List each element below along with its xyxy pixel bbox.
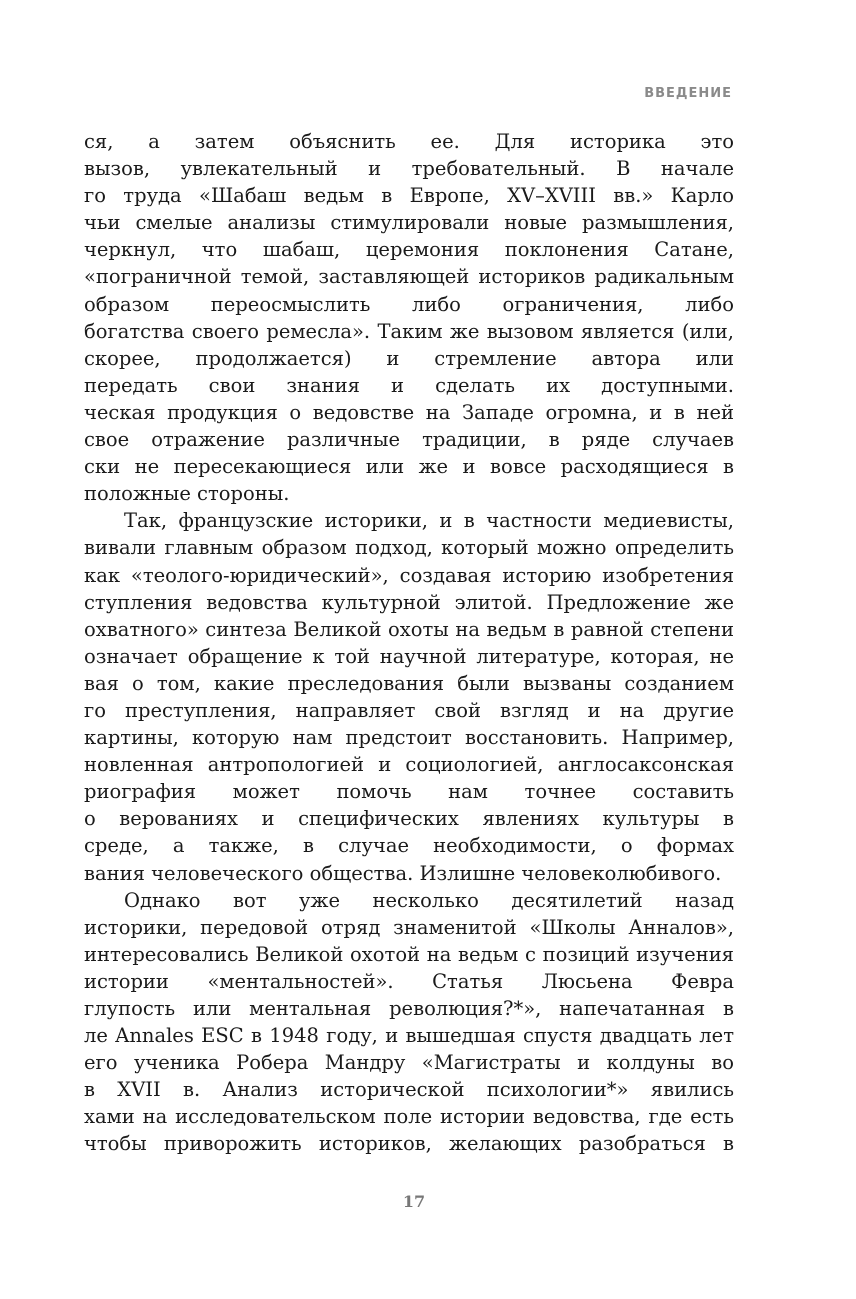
text-line: ся, а затем объяснить ее. Для историка это [84, 130, 734, 153]
text-line: как «теолого-юридический», создавая историю изобретения [84, 563, 734, 587]
text-line: ческая продукция о ведовстве на Западе огромна, и в ней [84, 400, 734, 424]
body-text [84, 128, 734, 1158]
text-line: черкнул, что шабаш, церемония поклонения Сатане, [84, 238, 734, 262]
text-line: картины, которую нам предстоит восстановить. Например, [84, 726, 734, 750]
text-line: интересовались Великой охотой на ведьм с позиций изучения [84, 942, 734, 966]
text-line: означает обращение к той научной литературе, которая, не [84, 644, 734, 668]
text-line: глупость или ментальная революция?*», напечатанная в [84, 997, 734, 1020]
page-number: 17 [402, 1192, 426, 1211]
text-line: ступления ведовства культурной элитой. Предложение же [84, 590, 734, 614]
text-line: вания человеческого общества. Излишне человеколюбивого. [84, 861, 722, 885]
text-line: богатства своего ремесла». Таким же вызовом является (или, [84, 319, 734, 343]
text-line: свое отражение различные традиции, в ряде случаев [84, 428, 734, 452]
text-line: вая о том, какие преследования были вызваны созданием [84, 671, 734, 695]
text-line: охватного» синтеза Великой охоты на ведьм в равной степени [84, 617, 734, 641]
text-line: истории «ментальностей». Статья Люсьена Февра [84, 969, 734, 993]
running-head: ВВЕДЕНИЕ [644, 86, 732, 101]
text-line: Так, французские историки, и в частности медиевисты, [124, 509, 734, 533]
text-line: вивали главным образом подход, который можно определить [84, 536, 734, 560]
text-line: чьи смелые анализы стимулировали новые размышления, [84, 211, 734, 235]
text-line: го труда «Шабаш ведьм в Европе, XV–XVIII вв.» Карло [84, 184, 734, 208]
text-line: чтобы приворожить историков, желающих разобраться в [84, 1132, 734, 1156]
text-line: образом переосмыслить либо ограничения, либо [84, 292, 734, 316]
text-line: вызов, увлекательный и требовательный. В начале [84, 157, 734, 181]
text-line: о верованиях и специфических явлениях культуры в [84, 807, 734, 831]
text-line: ле Annales ESC в 1948 году, и вышедшая спустя двадцать лет [84, 1024, 734, 1048]
text-line: скорее, продолжается) и стремление автора или [84, 346, 734, 370]
text-line: «пограничной темой, заставляющей историков радикальным [84, 265, 734, 289]
text-line: в XVII в. Анализ исторической психологии*» явились [84, 1078, 734, 1102]
text-line: передать свои знания и сделать их доступными. [84, 373, 734, 397]
text-line: ски не пересекающиеся или же и вовсе расходящиеся в [84, 455, 734, 479]
text-line: новленная антропологией и социологией, англосаксонская [84, 753, 734, 777]
text-line: Однако вот уже несколько десятилетий назад [124, 888, 734, 912]
text-line: хами на исследовательском поле истории ведовства, где есть [84, 1105, 734, 1129]
text-line: историки, передовой отряд знаменитой «Школы Анналов», [84, 915, 734, 939]
text-line: его ученика Робера Мандру «Магистраты и колдуны во [84, 1051, 734, 1075]
text-line: го преступления, направляет свой взгляд и на другие [84, 698, 734, 722]
text-line: риография может помочь нам точнее составить [84, 780, 734, 804]
text-line: положные стороны. [84, 482, 290, 506]
text-line: среде, а также, в случае необходимости, о формах [84, 834, 734, 858]
